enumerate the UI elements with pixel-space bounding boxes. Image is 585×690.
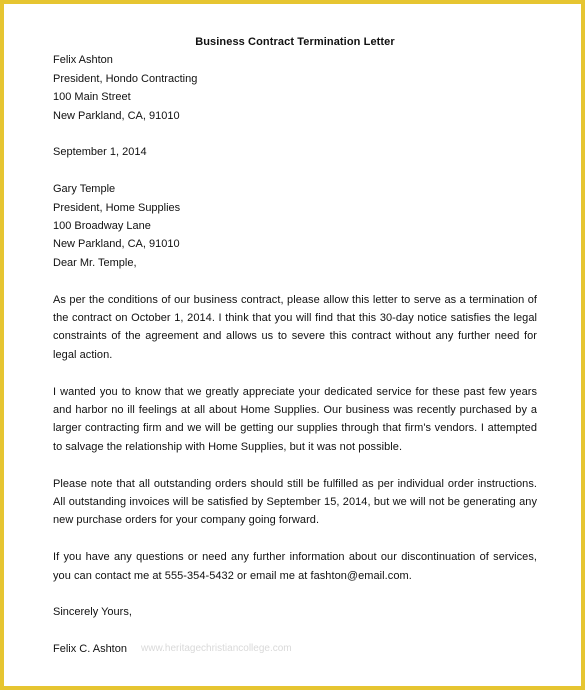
letter-date: September 1, 2014: [53, 146, 147, 159]
signature-name: Felix C. Ashton: [53, 643, 127, 656]
spacer: [53, 622, 537, 640]
sender-city: New Parkland, CA, 91010: [53, 109, 180, 122]
recipient-city: New Parkland, CA, 91010: [53, 238, 180, 251]
recipient-block: [53, 180, 537, 272]
paragraph-outstanding-orders: Please note that all outstanding orders should still be fulfilled as per individual order instructions. All outstanding invoices will be satisfied by September 15, 2014, but we will not be generating any new purchase orders for your company going forward.: [53, 477, 537, 527]
closing: Sincerely Yours,: [53, 606, 132, 619]
recipient-street: 100 Broadway Lane: [53, 220, 151, 233]
spacer: [53, 162, 537, 180]
spacer: [53, 364, 537, 382]
spacer: [53, 585, 537, 603]
spacer: [53, 456, 537, 474]
spacer: [53, 530, 537, 548]
letter-body: [53, 33, 537, 659]
spacer: [53, 125, 537, 143]
letter-title: Business Contract Termination Letter: [195, 36, 395, 48]
paragraph-contact: If you have any questions or need any further information about our discontinuation of services, you can contact me at 555-354-5432 or email me at fashton@email.com.: [53, 551, 537, 582]
paragraph-termination-notice: As per the conditions of our business contract, please allow this letter to serve as a termination of the contract on October 1, 2014. I think that you will find that this 30-day notice satisfies the legal constraints of the agreement and allows us to severe this contract without any further need for legal action.: [53, 293, 537, 361]
sender-position: President, Hondo Contracting: [53, 72, 198, 85]
sender-street: 100 Main Street: [53, 91, 131, 104]
recipient-position: President, Home Supplies: [53, 201, 181, 214]
paragraph-appreciation: I wanted you to know that we greatly appreciate your dedicated service for these past few years and harbor no ill feelings at all about Home Supplies. Our business was recently purchased by a larger contracting firm and we will be getting our supplies through that firm's vendors. I attempted to salvage the relationship with Home Supplies, but it was not possible.: [53, 385, 537, 453]
sender-name: Felix Ashton: [53, 54, 113, 67]
recipient-name: Gary Temple: [53, 183, 116, 196]
spacer: [53, 272, 537, 290]
salutation: Dear Mr. Temple,: [53, 256, 137, 269]
faint-watermark-text: www.heritagechristiancollege.com: [141, 643, 292, 655]
signature-area: [53, 640, 292, 658]
sender-block: [53, 51, 537, 125]
